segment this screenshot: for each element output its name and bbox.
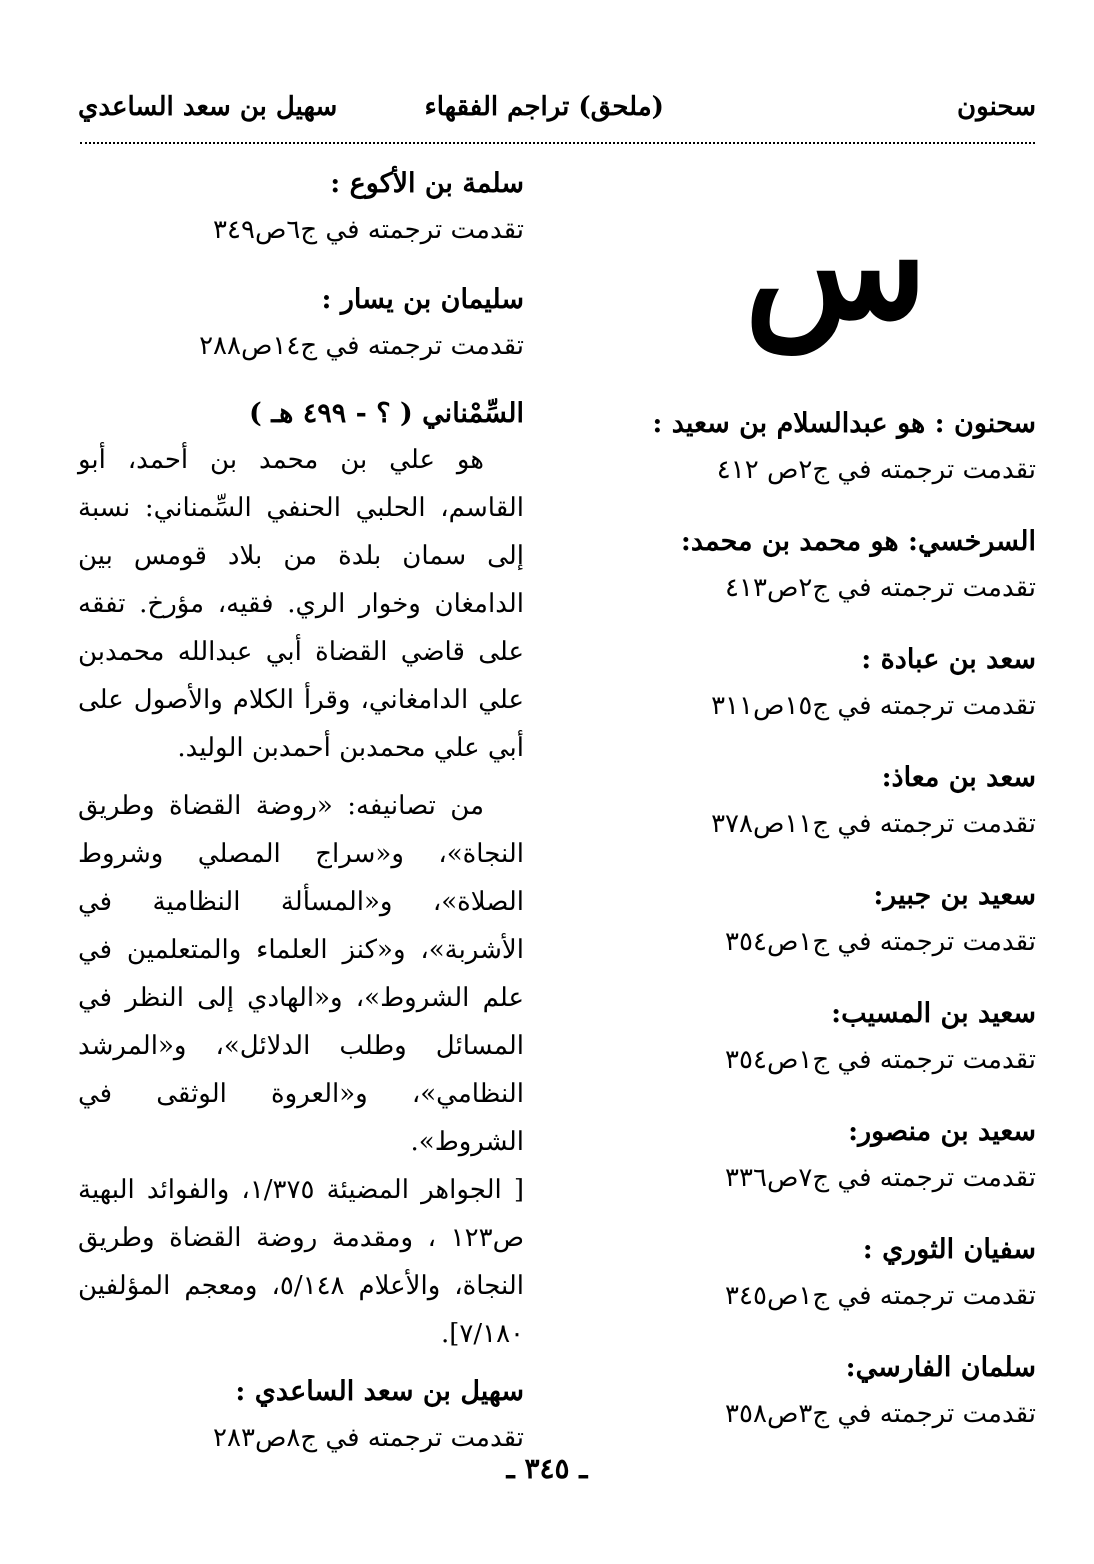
entry-name: السرخسي: هو محمد بن محمد:	[680, 526, 1036, 557]
entry	[644, 518, 1036, 610]
entry	[644, 1108, 1036, 1200]
header-left: سهيل بن سعد الساعدي	[78, 92, 338, 122]
entry-ref: تقدمت ترجمته في ج٧ص٣٣٦	[725, 1163, 1036, 1193]
biography-paragraph: هو علي بن محمد بن أحمد، أبو القاسم، الحلبي الحنفي السِّمناني: نسبة إلى سمان بلدة من بلاد قومس بين الدامغان وخوار الري. فقيه، مؤرخ. تفقه على قاضي القضاة أبي عبدالله محمدبن علي الدامغاني، وقرأ الكلام والأصول على أبي علي محمدبن أحمدبن الوليد.	[78, 445, 524, 763]
entry-name: سحنون : هو عبدالسلام بن سعيد :	[652, 408, 1036, 439]
biography	[78, 392, 524, 1358]
entry-name: سعد بن عبادة :	[861, 644, 1036, 675]
entry-ref: تقدمت ترجمته في ج١ص٣٥٤	[725, 1045, 1036, 1075]
header-center: (ملحق) تراجم الفقهاء	[424, 92, 664, 122]
biography-sources: [ الجواهر المضيئة ١/٣٧٥، والفوائد البهية ص١٢٣ ، ومقدمة روضة القضاة وطريق النجاة، والأعلام ٥/١٤٨، ومعجم المؤلفين ٧/١٨٠].	[78, 1175, 525, 1349]
entry-name: سعيد بن جبير:	[873, 880, 1036, 911]
running-header	[78, 92, 1036, 136]
entry-name: سعيد بن منصور:	[848, 1116, 1036, 1147]
entry-name: سعد بن معاذ:	[881, 762, 1036, 793]
entry-name: سلمان الفارسي:	[845, 1352, 1036, 1383]
entry-ref: تقدمت ترجمته في ج١٥ص٣١١	[711, 691, 1036, 721]
entry-ref: تقدمت ترجمته في ج١ص٣٤٥	[725, 1281, 1036, 1311]
entry-ref: تقدمت ترجمته في ج١٤ص٢٨٨	[199, 331, 524, 361]
entry-name: سفيان الثوري :	[862, 1234, 1036, 1265]
header-dotted-rule	[80, 142, 1035, 144]
entry	[644, 872, 1036, 964]
section-letter: س	[744, 177, 928, 353]
left-column	[78, 160, 524, 1484]
entry-ref: تقدمت ترجمته في ج١١ص٣٧٨	[711, 809, 1036, 839]
entry-name: سهيل بن سعد الساعدي :	[235, 1376, 524, 1407]
entry-ref: تقدمت ترجمته في ج٨ص٢٨٣	[213, 1423, 524, 1453]
entry-ref: تقدمت ترجمته في ج٣ص٣٥٨	[725, 1399, 1036, 1429]
entry	[78, 276, 524, 368]
entry	[78, 160, 524, 252]
entry	[644, 990, 1036, 1082]
entry	[644, 1226, 1036, 1318]
entry-name: سعيد بن المسيب:	[831, 998, 1036, 1029]
entry	[78, 1368, 524, 1460]
header-right: سحنون	[957, 92, 1036, 122]
biography-title: السِّمْناني ( ؟ - ٤٩٩ هـ )	[249, 398, 524, 429]
entry-ref: تقدمت ترجمته في ج١ص٣٥٤	[725, 927, 1036, 957]
right-column	[644, 150, 1036, 1462]
entry-name: سلمة بن الأكوع :	[330, 168, 524, 199]
entry-name: سليمان بن يسار :	[321, 284, 524, 315]
entry	[644, 754, 1036, 846]
entry-ref: تقدمت ترجمته في ج٢ص٤١٣	[725, 573, 1036, 603]
entry-ref: تقدمت ترجمته في ج٦ص٣٤٩	[213, 215, 524, 245]
biography-works: من تصانيفه: «روضة القضاة وطريق النجاة»، و«سراج المصلي وشروط الصلاة»، و«المسألة النظامية في الأشربة»، و«كنز العلماء والمتعلمين في علم الشروط»، و«الهادي إلى النظر في المسائل وطلب الدلائل»، و«المرشد النظامي»، و«العروة الوثقى في الشروط».	[78, 791, 524, 1157]
entry	[644, 636, 1036, 728]
entry	[644, 400, 1036, 492]
entry	[644, 1344, 1036, 1436]
page-number: ـ ٣٤٥ ـ	[506, 1452, 588, 1485]
entry-ref: تقدمت ترجمته في ج٢ص ٤١٢	[716, 455, 1036, 485]
